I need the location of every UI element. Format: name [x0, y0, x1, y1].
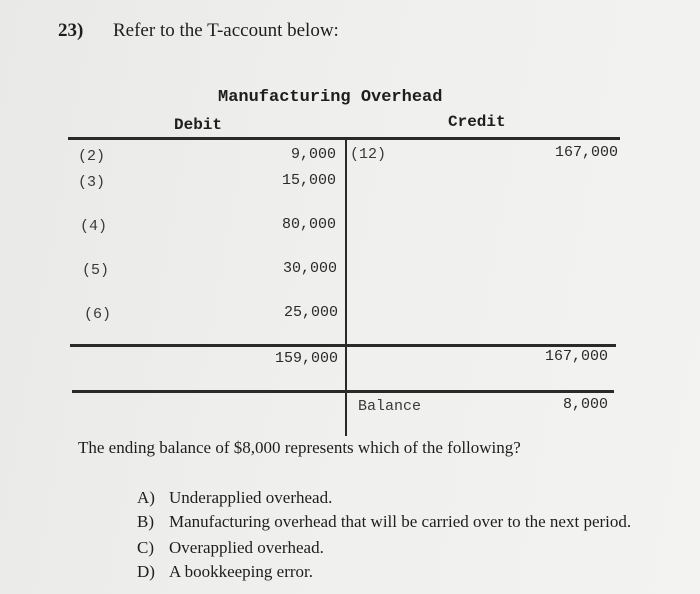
- option-letter: A): [137, 488, 155, 507]
- answer-option-b[interactable]: [137, 512, 631, 532]
- debit-total: 159,000: [274, 350, 338, 367]
- question-stem: Refer to the T-account below:: [113, 20, 339, 41]
- option-letter: B): [137, 512, 154, 531]
- debit-ref: (2): [78, 148, 106, 165]
- t-account-total-rule: [70, 344, 616, 347]
- credit-total: 167,000: [544, 348, 608, 365]
- debit-header: Debit: [174, 116, 223, 134]
- debit-amount: 15,000: [281, 172, 336, 189]
- credit-amount: 167,000: [554, 144, 618, 161]
- debit-amount: 25,000: [283, 304, 338, 321]
- credit-ref: (12): [350, 146, 387, 163]
- question-prompt: The ending balance of $8,000 represents which of the following?: [78, 438, 521, 457]
- account-title: Manufacturing Overhead: [218, 88, 443, 107]
- question-number: 23): [58, 20, 84, 41]
- balance-amount: 8,000: [562, 396, 608, 413]
- debit-amount: 80,000: [281, 216, 336, 233]
- option-letter: D): [137, 562, 155, 581]
- answer-option-d[interactable]: [137, 562, 313, 582]
- debit-ref: (5): [82, 262, 110, 279]
- option-letter: C): [137, 538, 154, 557]
- t-account-balance-rule: [72, 390, 614, 393]
- option-text: A bookkeeping error.: [169, 562, 313, 581]
- debit-ref: (3): [78, 174, 106, 191]
- option-text: Manufacturing overhead that will be carried over to the next period.: [169, 512, 632, 531]
- debit-ref: (4): [80, 218, 108, 235]
- answer-option-a[interactable]: [137, 488, 332, 508]
- option-text: Overapplied overhead.: [169, 538, 324, 557]
- option-text: Underapplied overhead.: [169, 488, 333, 507]
- debit-amount: 9,000: [290, 146, 336, 163]
- credit-header: Credit: [448, 113, 506, 131]
- balance-label: Balance: [358, 398, 422, 415]
- debit-amount: 30,000: [282, 260, 337, 277]
- debit-ref: (6): [84, 306, 112, 323]
- answer-option-c[interactable]: [137, 538, 324, 558]
- t-account-top-rule: [68, 137, 620, 140]
